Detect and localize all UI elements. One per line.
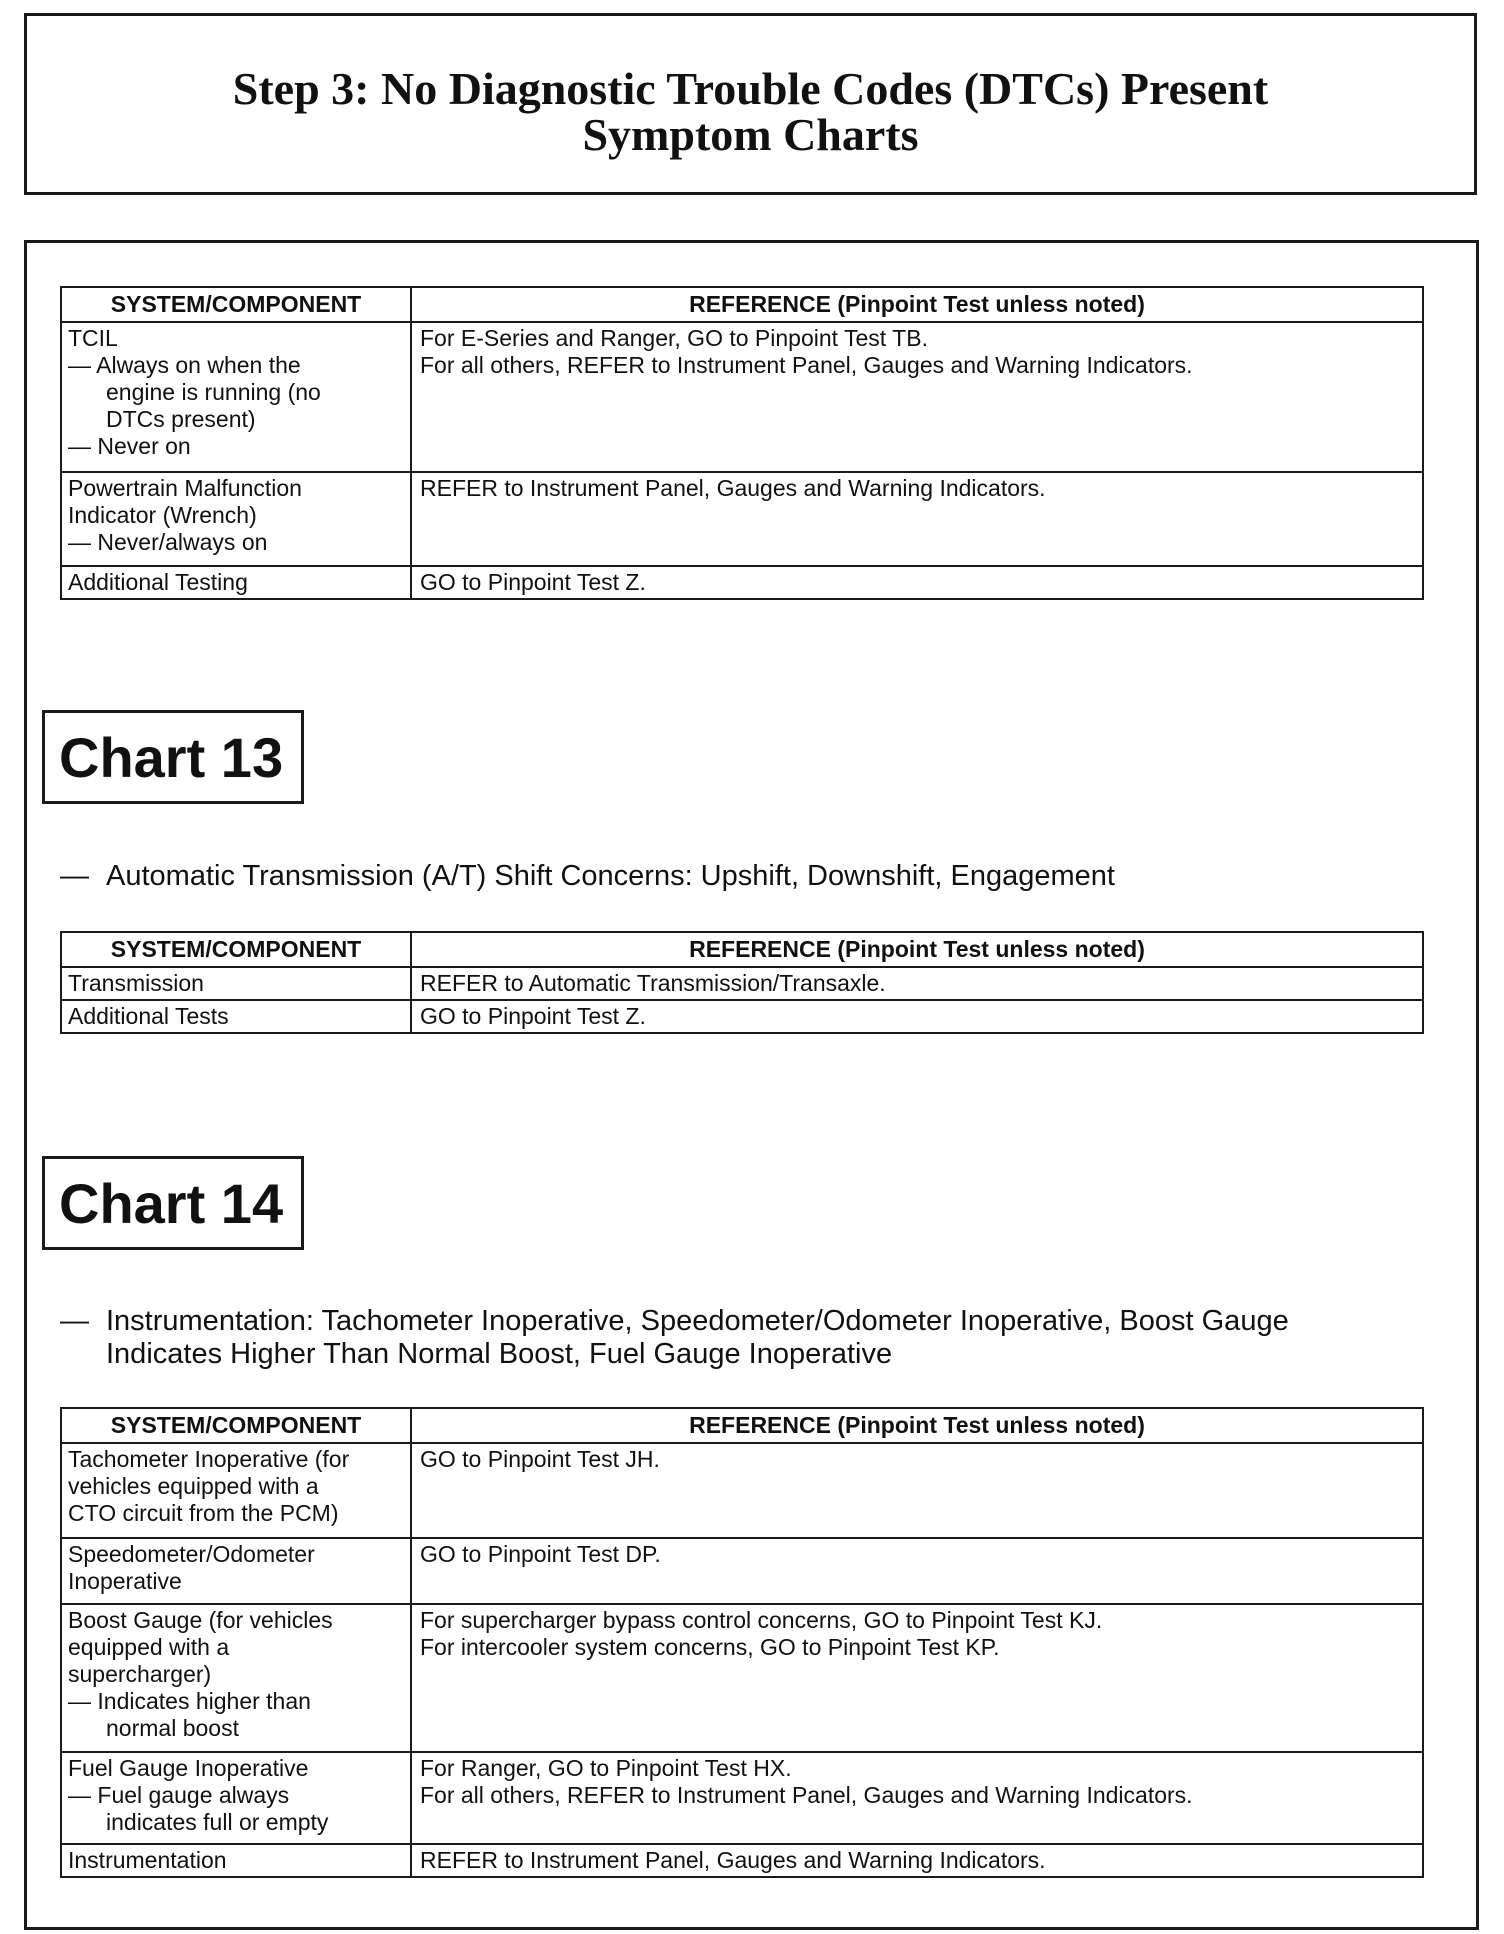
cell-line: GO to Pinpoint Test DP.: [420, 1541, 661, 1567]
cell-line: — Always on when the: [68, 352, 301, 378]
cell-line: For supercharger bypass control concerns, GO to Pinpoint Test KJ.: [420, 1607, 1103, 1633]
description-text: Indicates Higher Than Normal Boost, Fuel Gauge Inoperative: [106, 1338, 893, 1370]
table-header-row: [61, 932, 1423, 967]
reference-cell: [411, 1844, 1423, 1877]
table-header-row: [61, 1408, 1423, 1443]
component-cell: [61, 1000, 411, 1033]
component-cell: [61, 1752, 411, 1844]
reference-cell: [411, 1752, 1423, 1844]
chart-13-description: [60, 860, 1115, 893]
cell-line: Transmission: [68, 970, 204, 996]
table-row: [61, 1443, 1423, 1538]
cell-line: — Fuel gauge always: [68, 1782, 290, 1808]
component-cell: [61, 967, 411, 1000]
reference-cell: [411, 472, 1423, 566]
cell-line: supercharger): [68, 1661, 212, 1687]
page-title: Step 3: No Diagnostic Trouble Codes (DTCs) Present: [232, 63, 1269, 114]
component-cell: [61, 1604, 411, 1752]
symptom-table-chart-14: [60, 1407, 1424, 1878]
table-row: [61, 322, 1423, 472]
table-row: [61, 472, 1423, 566]
cell-line: — Indicates higher than: [68, 1688, 311, 1714]
cell-line: indicates full or empty: [106, 1809, 329, 1835]
component-cell: [61, 566, 411, 599]
cell-line: For intercooler system concerns, GO to Pinpoint Test KP.: [420, 1634, 1000, 1660]
cell-line: TCIL: [68, 325, 118, 351]
cell-line: Inoperative: [68, 1568, 182, 1594]
cell-line: engine is running (no: [106, 379, 321, 405]
dash: —: [60, 1305, 89, 1337]
cell-line: CTO circuit from the PCM): [68, 1500, 339, 1526]
table-row: [61, 1604, 1423, 1752]
cell-line: Powertrain Malfunction: [68, 475, 302, 501]
component-cell: [61, 472, 411, 566]
column-header-reference: REFERENCE (Pinpoint Test unless noted): [411, 1408, 1423, 1443]
reference-cell: [411, 1443, 1423, 1538]
symptom-table-1: [60, 286, 1424, 600]
column-header-reference: REFERENCE (Pinpoint Test unless noted): [411, 287, 1423, 322]
cell-line: For E-Series and Ranger, GO to Pinpoint Test TB.: [420, 325, 928, 351]
description-text: Automatic Transmission (A/T) Shift Concerns: Upshift, Downshift, Engagement: [106, 860, 1115, 892]
table-header-row: [61, 287, 1423, 322]
table-row: [61, 1844, 1423, 1877]
cell-line: normal boost: [106, 1715, 239, 1741]
symptom-table-chart-13: [60, 931, 1424, 1034]
column-header-reference: REFERENCE (Pinpoint Test unless noted): [411, 932, 1423, 967]
reference-cell: [411, 1604, 1423, 1752]
dash: —: [60, 860, 89, 892]
description-text: Instrumentation: Tachometer Inoperative, Speedometer/Odometer Inoperative, Boost Gauge: [106, 1305, 1289, 1337]
reference-cell: [411, 322, 1423, 472]
table-row: [61, 1000, 1423, 1033]
cell-line: Additional Tests: [68, 1003, 229, 1029]
column-header-component: SYSTEM/COMPONENT: [61, 932, 411, 967]
column-header-component: SYSTEM/COMPONENT: [61, 287, 411, 322]
reference-cell: [411, 1538, 1423, 1604]
cell-line: Additional Testing: [68, 569, 248, 595]
cell-line: For Ranger, GO to Pinpoint Test HX.: [420, 1755, 792, 1781]
chart-14-description: [60, 1305, 1289, 1371]
table-row: [61, 1538, 1423, 1604]
cell-line: Instrumentation: [68, 1847, 227, 1873]
cell-line: REFER to Automatic Transmission/Transaxle.: [420, 970, 886, 996]
cell-line: Boost Gauge (for vehicles: [68, 1607, 333, 1633]
chart-13-label: Chart 13: [42, 710, 304, 804]
title-box: [24, 13, 1477, 195]
cell-line: GO to Pinpoint Test Z.: [420, 569, 646, 595]
reference-cell: [411, 566, 1423, 599]
cell-line: DTCs present): [106, 406, 256, 432]
cell-line: Speedometer/Odometer: [68, 1541, 315, 1567]
cell-line: For all others, REFER to Instrument Panel, Gauges and Warning Indicators.: [420, 1782, 1193, 1808]
cell-line: equipped with a: [68, 1634, 230, 1660]
page-subtitle: Symptom Charts: [582, 109, 919, 160]
cell-line: For all others, REFER to Instrument Panel, Gauges and Warning Indicators.: [420, 352, 1193, 378]
cell-line: Tachometer Inoperative (for: [68, 1446, 350, 1472]
cell-line: Fuel Gauge Inoperative: [68, 1755, 309, 1781]
cell-line: vehicles equipped with a: [68, 1473, 319, 1499]
cell-line: — Never/always on: [68, 529, 268, 555]
chart-14-label: Chart 14: [42, 1156, 304, 1250]
component-cell: [61, 1844, 411, 1877]
component-cell: [61, 1443, 411, 1538]
cell-line: Indicator (Wrench): [68, 502, 257, 528]
reference-cell: [411, 1000, 1423, 1033]
table-row: [61, 967, 1423, 1000]
table-row: [61, 566, 1423, 599]
column-header-component: SYSTEM/COMPONENT: [61, 1408, 411, 1443]
component-cell: [61, 1538, 411, 1604]
table-row: [61, 1752, 1423, 1844]
reference-cell: [411, 967, 1423, 1000]
cell-line: REFER to Instrument Panel, Gauges and Warning Indicators.: [420, 475, 1046, 501]
cell-line: GO to Pinpoint Test Z.: [420, 1003, 646, 1029]
cell-line: — Never on: [68, 433, 191, 459]
cell-line: GO to Pinpoint Test JH.: [420, 1446, 660, 1472]
cell-line: REFER to Instrument Panel, Gauges and Warning Indicators.: [420, 1847, 1046, 1873]
component-cell: [61, 322, 411, 472]
